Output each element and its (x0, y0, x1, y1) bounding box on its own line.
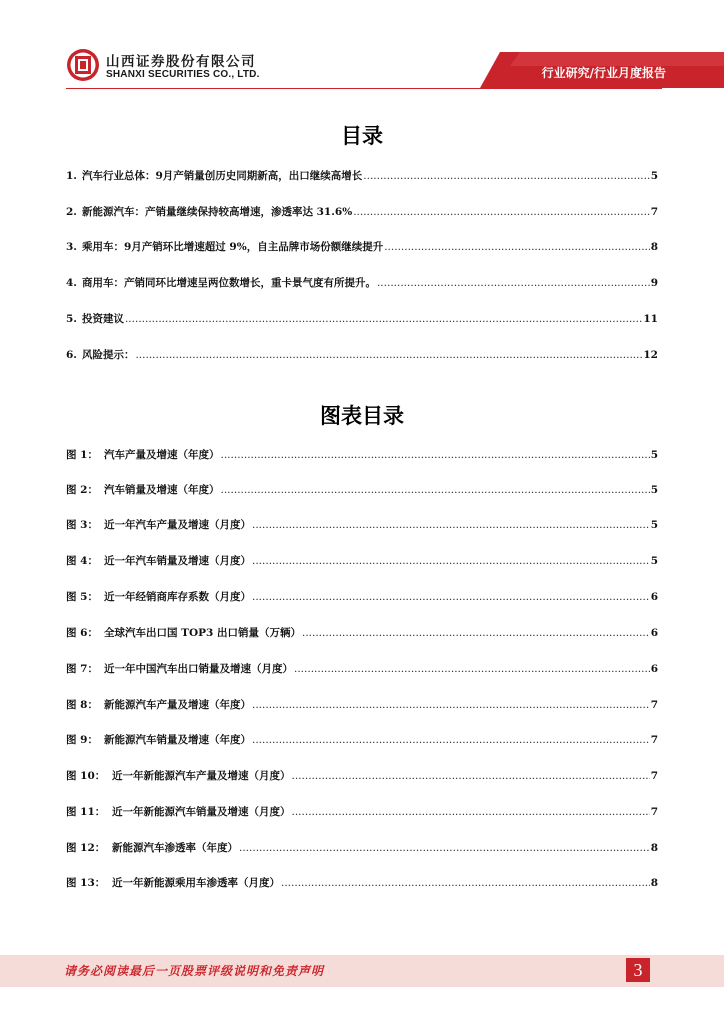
toc-item-page: 9 (650, 277, 658, 289)
header-divider (66, 88, 662, 89)
toc-item-number: 3. (66, 241, 77, 253)
dot-leader (252, 555, 650, 567)
toc-item[interactable] (66, 239, 658, 253)
dot-leader (377, 277, 650, 289)
figure-number: 图 1： (66, 449, 98, 461)
figure-item[interactable] (66, 447, 658, 461)
figure-item[interactable] (66, 804, 658, 818)
dot-leader (363, 170, 649, 182)
toc-item-page: 7 (650, 206, 658, 218)
figure-item[interactable] (66, 625, 658, 639)
toc-item-page: 11 (643, 313, 658, 325)
figure-number: 图 10： (66, 770, 106, 782)
figure-page: 5 (650, 484, 658, 496)
toc-item-page: 5 (650, 170, 658, 182)
figure-label: 汽车产量及增速（年度） (104, 449, 220, 461)
figure-page: 8 (650, 842, 658, 854)
figure-label: 近一年新能源汽车产量及增速（月度） (112, 770, 291, 782)
figure-item[interactable] (66, 768, 658, 782)
figure-item[interactable] (66, 697, 658, 711)
figure-label: 新能源汽车渗透率（年度） (112, 842, 238, 854)
toc-item-label: 风险提示： (81, 349, 135, 361)
report-type-label: 行业研究/行业月度报告 (541, 66, 666, 80)
toc-item-number: 6. (66, 349, 77, 361)
dot-leader (292, 806, 650, 818)
figure-item[interactable] (66, 661, 658, 675)
figure-label: 近一年经销商库存系数（月度） (104, 591, 251, 603)
figure-number: 图 7： (66, 663, 98, 675)
footer-disclaimer[interactable]: 请务必阅读最后一页股票评级说明和免责声明 (64, 964, 325, 978)
figure-number: 图 8： (66, 699, 98, 711)
figure-number: 图 12： (66, 842, 106, 854)
dot-leader (292, 770, 650, 782)
toc-item[interactable] (66, 275, 658, 289)
dot-leader (252, 591, 650, 603)
toc-item-label: 新能源汽车：产销量继续保持较高增速，渗透率达 31.6% (81, 206, 353, 218)
figure-label: 近一年汽车销量及增速（月度） (104, 555, 251, 567)
dot-leader (135, 349, 642, 361)
dot-leader (384, 241, 649, 253)
figure-label: 汽车销量及增速（年度） (104, 484, 220, 496)
dot-leader (239, 842, 650, 854)
toc-item-label: 乘用车：9月产销环比增速超过 9%，自主品牌市场份额继续提升 (81, 241, 384, 253)
dot-leader (252, 519, 650, 531)
figure-number: 图 2： (66, 484, 98, 496)
figure-page: 7 (650, 734, 658, 746)
figure-page: 8 (650, 877, 658, 889)
figure-item[interactable] (66, 517, 658, 531)
toc-item-number: 4. (66, 277, 77, 289)
figure-label: 近一年新能源汽车销量及增速（月度） (112, 806, 291, 818)
dot-leader (221, 449, 650, 461)
figure-page: 6 (650, 663, 658, 675)
figure-number: 图 4： (66, 555, 98, 567)
dot-leader (221, 484, 650, 496)
figure-page: 7 (650, 770, 658, 782)
toc-title: 目录 (341, 124, 383, 148)
figure-label: 新能源汽车产量及增速（年度） (104, 699, 251, 711)
dot-leader (294, 663, 650, 675)
figure-page: 7 (650, 806, 658, 818)
toc-item-number: 2. (66, 206, 77, 218)
figure-number: 图 6： (66, 627, 98, 639)
figure-number: 图 13： (66, 877, 106, 889)
toc-item[interactable] (66, 347, 658, 361)
figure-number: 图 11： (66, 806, 106, 818)
figure-label: 近一年新能源乘用车渗透率（月度） (112, 877, 280, 889)
dot-leader (302, 627, 650, 639)
toc-item-label: 投资建议 (81, 313, 124, 325)
figure-item[interactable] (66, 875, 658, 889)
toc-item-number: 5. (66, 313, 77, 325)
figure-page: 5 (650, 555, 658, 567)
dot-leader (281, 877, 650, 889)
figure-page: 6 (650, 627, 658, 639)
toc-item[interactable] (66, 168, 658, 182)
figure-item[interactable] (66, 589, 658, 603)
figure-label: 全球汽车出口国 TOP3 出口销量（万辆） (104, 627, 301, 639)
dot-leader (252, 699, 650, 711)
toc-item-page: 8 (650, 241, 658, 253)
figure-page: 5 (650, 449, 658, 461)
dot-leader (353, 206, 650, 218)
figure-page: 6 (650, 591, 658, 603)
toc-item-label: 汽车行业总体：9月产销量创历史同期新高，出口继续高增长 (81, 170, 363, 182)
toc-item-label: 商用车：产销同环比增速呈两位数增长，重卡景气度有所提升。 (81, 277, 376, 289)
figure-number: 图 5： (66, 591, 98, 603)
figure-label: 新能源汽车销量及增速（年度） (104, 734, 251, 746)
figure-label: 近一年中国汽车出口销量及增速（月度） (104, 663, 293, 675)
toc-item[interactable] (66, 204, 658, 218)
figures-title: 图表目录 (320, 404, 404, 428)
figure-item[interactable] (66, 553, 658, 567)
figure-number: 图 3： (66, 519, 98, 531)
dot-leader (252, 734, 650, 746)
figure-page: 5 (650, 519, 658, 531)
toc-item[interactable] (66, 311, 658, 325)
toc-item-number: 1. (66, 170, 77, 182)
figure-page: 7 (650, 699, 658, 711)
company-name-en: SHANXI SECURITIES CO., LTD. (106, 69, 260, 80)
toc-item-page: 12 (643, 349, 658, 361)
figure-label: 近一年汽车产量及增速（月度） (104, 519, 251, 531)
page-number-badge: 3 (626, 958, 650, 982)
figure-item[interactable] (66, 732, 658, 746)
figure-number: 图 9： (66, 734, 98, 746)
figure-item[interactable] (66, 482, 658, 496)
dot-leader (125, 313, 642, 325)
company-name-cn: 山西证券股份有限公司 (106, 54, 256, 70)
figure-item[interactable] (66, 840, 658, 854)
